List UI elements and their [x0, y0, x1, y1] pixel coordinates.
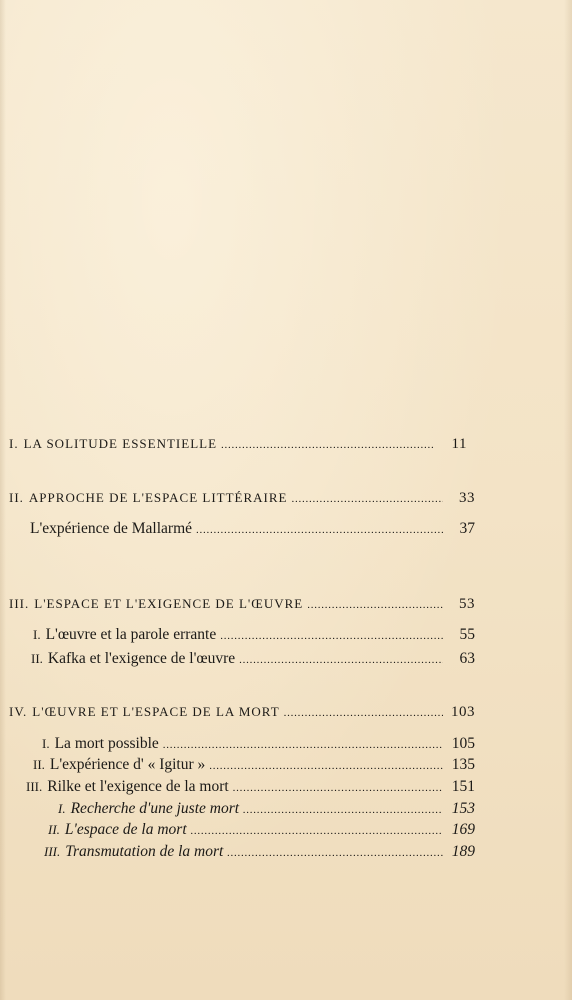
- toc-title: Kafka et l'exigence de l'œuvre: [47, 650, 236, 667]
- toc-number: I.: [9, 436, 19, 451]
- toc-part-2: [9, 490, 475, 507]
- toc-page-number: 103: [451, 704, 475, 720]
- toc-title: LA SOLITUDE ESSENTIELLE: [23, 436, 218, 451]
- toc-entry-mallarme: [30, 520, 475, 538]
- dot-leader: [233, 782, 443, 794]
- toc-number: I.: [58, 801, 66, 816]
- toc-title: Transmutation de la mort: [65, 843, 224, 860]
- toc-number: I.: [42, 736, 50, 751]
- toc-page-number: 153: [451, 800, 475, 817]
- toc-part-3: [9, 596, 475, 613]
- toc-page-number: 169: [451, 821, 475, 838]
- toc-page-number: 105: [451, 735, 475, 752]
- toc-entry-rilke: [26, 778, 475, 796]
- toc-title: L'œuvre et la parole errante: [45, 626, 217, 643]
- dot-leader: [220, 630, 443, 642]
- toc-title: La mort possible: [54, 735, 159, 752]
- toc-number: I.: [33, 627, 41, 642]
- toc-page-number: 53: [459, 596, 475, 612]
- toc-title: L'ESPACE ET L'EXIGENCE DE L'ŒUVRE: [34, 596, 304, 611]
- toc-entry-kafka: [31, 650, 475, 668]
- toc-page-number: 11: [451, 436, 467, 452]
- toc-entry-igitur: [33, 756, 475, 774]
- dot-leader: [243, 804, 443, 816]
- toc-page-number: 135: [451, 756, 475, 773]
- dot-leader: [227, 847, 443, 859]
- dot-leader: [209, 760, 443, 772]
- toc-title: APPROCHE DE L'ESPACE LITTÉRAIRE: [28, 490, 288, 505]
- toc-number: II.: [48, 822, 60, 837]
- dot-leader: [221, 439, 435, 451]
- dot-leader: [292, 493, 444, 505]
- dot-leader: [163, 739, 443, 751]
- toc-title: Rilke et l'exigence de la mort: [47, 778, 229, 795]
- toc-title: L'espace de la mort: [64, 821, 187, 838]
- toc-part-1: [9, 436, 467, 453]
- toc-part-4: [9, 704, 475, 721]
- toc-page-number: 37: [459, 520, 475, 537]
- dot-leader: [196, 524, 443, 536]
- toc-sub-espace-mort: [48, 821, 475, 839]
- toc-sub-transmutation: [44, 843, 475, 861]
- toc-title: L'expérience de Mallarmé: [30, 520, 193, 537]
- toc-title: L'ŒUVRE ET L'ESPACE DE LA MORT: [32, 704, 280, 719]
- toc-number: IV.: [9, 704, 28, 719]
- toc-page-number: 63: [459, 650, 475, 667]
- toc-page-number: 189: [451, 843, 475, 860]
- toc-number: II.: [9, 490, 24, 505]
- toc-number: II.: [33, 757, 45, 772]
- toc-entry-oeuvre-parole: [33, 626, 475, 644]
- toc-number: III.: [9, 596, 30, 611]
- dot-leader: [191, 825, 443, 837]
- toc-entry-mort-possible: [42, 735, 475, 753]
- toc-number: III.: [44, 844, 61, 859]
- toc-page-number: 33: [459, 490, 475, 506]
- dot-leader: [239, 654, 443, 666]
- toc-sub-juste-mort: [58, 800, 475, 818]
- toc-number: III.: [26, 779, 43, 794]
- dot-leader: [284, 707, 443, 719]
- dot-leader: [307, 599, 443, 611]
- toc-page-number: 55: [459, 626, 475, 643]
- toc-title: Recherche d'une juste mort: [70, 800, 240, 817]
- toc-number: II.: [31, 651, 43, 666]
- toc-page-number: 151: [451, 778, 475, 795]
- toc-title: L'expérience d' « Igitur »: [49, 756, 206, 773]
